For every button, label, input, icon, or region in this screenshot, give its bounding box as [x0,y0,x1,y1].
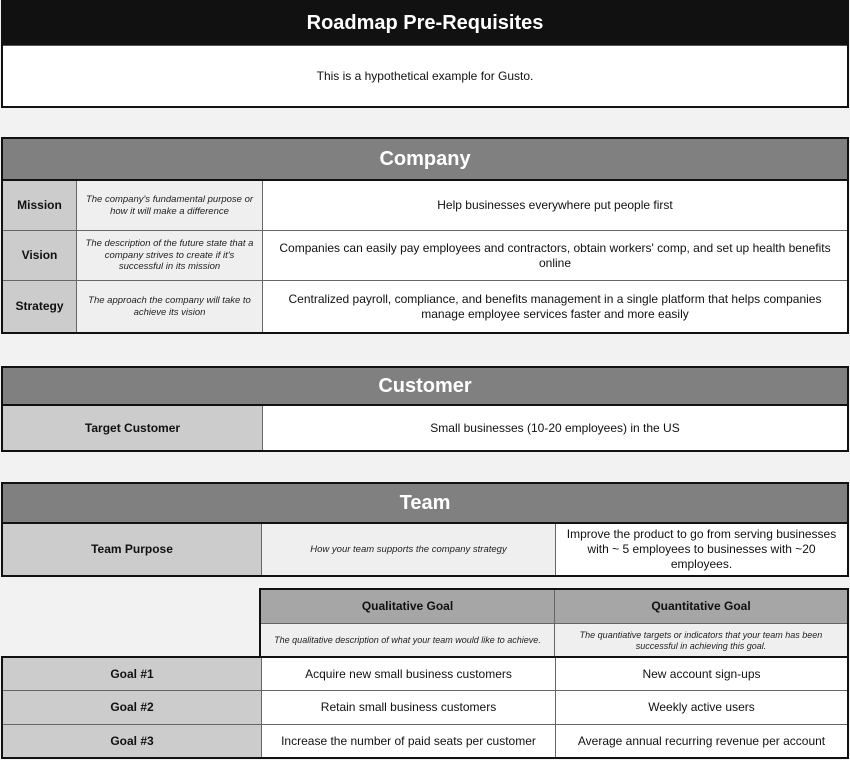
target-customer-value: Small businesses (10-20 employees) in the US [263,406,847,450]
page-title: Roadmap Pre-Requisites [3,2,847,46]
qualitative-goal-description: The qualitative description of what your team would like to achieve. [261,624,555,658]
quantitative-goal-description: The quantiative targets or indicators that your team has been successful in achieving this goal. [555,624,847,658]
goal-2-quantitative: Weekly active users [556,691,847,725]
mission-description: The company's fundamental purpose or how it will make a difference [77,181,263,231]
goal-2-label: Goal #2 [3,691,262,725]
goal-1-qualitative: Acquire new small business customers [262,658,556,691]
qualitative-goal-header: Qualitative Goal [261,590,555,624]
vision-label: Vision [3,231,77,281]
quantitative-goal-header: Quantitative Goal [555,590,847,624]
team-purpose-description: How your team supports the company strategy [262,524,556,575]
target-customer-label: Target Customer [3,406,263,450]
team-section [1,482,849,577]
page-subtitle: This is a hypothetical example for Gusto. [316,68,534,83]
mission-value: Help businesses everywhere put people first [263,181,847,231]
vision-value: Companies can easily pay employees and contractors, obtain workers' comp, and set up health benefits online [263,231,847,281]
strategy-description: The approach the company will take to achieve its vision [77,281,263,332]
team-purpose-value: Improve the product to go from serving businesses with ~ 5 employees to businesses with ~20 employees. [556,524,847,575]
company-section [1,137,849,334]
goals-header-block [259,588,849,658]
goal-3-quantitative: Average annual recurring revenue per account [556,725,847,757]
goal-1-quantitative: New account sign-ups [556,658,847,691]
strategy-value: Centralized payroll, compliance, and benefits management in a single platform that helps companies manage employee services faster and more easily [263,281,847,332]
team-purpose-label: Team Purpose [3,524,262,575]
company-title: Company [3,139,847,181]
goal-1-label: Goal #1 [3,658,262,691]
goal-3-qualitative: Increase the number of paid seats per customer [262,725,556,757]
team-title: Team [3,484,847,524]
goal-2-qualitative: Retain small business customers [262,691,556,725]
customer-section [1,366,849,452]
goal-3-label: Goal #3 [3,725,262,757]
header-block [1,0,849,108]
customer-title: Customer [3,368,847,406]
mission-label: Mission [3,181,77,231]
vision-description: The description of the future state that a company strives to create if it's successful in its mission [77,231,263,281]
strategy-label: Strategy [3,281,77,332]
goals-table [1,656,849,759]
